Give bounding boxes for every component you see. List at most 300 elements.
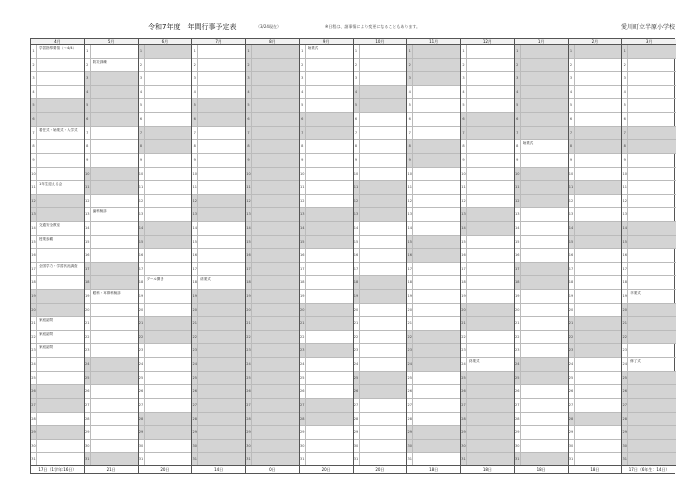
day-row — [300, 113, 353, 127]
day-row — [192, 45, 245, 59]
day-number: 14 — [461, 222, 467, 235]
day-number: 24 — [192, 358, 198, 371]
day-row — [407, 208, 460, 222]
day-row — [31, 208, 84, 222]
day-row — [569, 372, 622, 386]
day-number: 28 — [192, 413, 198, 426]
day-number: 5 — [622, 99, 628, 112]
day-number: 20 — [300, 304, 306, 317]
day-number: 29 — [85, 426, 91, 439]
event-text: 全国学力・学習状況調査 — [39, 263, 78, 268]
day-row — [192, 440, 245, 454]
month-column — [192, 39, 246, 473]
day-row — [300, 399, 353, 413]
day-row — [31, 168, 84, 182]
day-number: 15 — [515, 236, 521, 249]
day-row — [622, 440, 676, 454]
day-number: 21 — [192, 317, 198, 330]
day-number: 10 — [461, 168, 467, 181]
day-row — [31, 263, 84, 277]
day-row — [569, 413, 622, 427]
day-row — [246, 290, 299, 304]
day-row — [515, 222, 568, 236]
event-text: 着任式・始業式・入学式 — [39, 127, 78, 132]
day-number: 22 — [569, 331, 575, 344]
day-number: 20 — [622, 304, 628, 317]
day-number: 26 — [461, 385, 467, 398]
day-row — [139, 290, 192, 304]
day-number: 30 — [192, 440, 198, 453]
day-row — [622, 413, 676, 427]
day-row — [300, 195, 353, 209]
day-row — [85, 59, 138, 73]
day-number: 11 — [622, 181, 628, 194]
day-number: 2 — [515, 59, 521, 72]
day-row — [192, 236, 245, 250]
day-row — [85, 358, 138, 372]
day-number: 27 — [461, 399, 467, 412]
day-number: 6 — [622, 113, 628, 126]
month-day-count: 20日 — [300, 465, 353, 473]
day-number: 7 — [192, 127, 198, 140]
day-number: 16 — [192, 249, 198, 262]
day-row — [354, 290, 407, 304]
day-row — [300, 358, 353, 372]
event-text: 卒業式 — [630, 291, 641, 296]
day-row — [569, 426, 622, 440]
day-row — [354, 45, 407, 59]
day-row — [300, 140, 353, 154]
day-row — [300, 45, 353, 59]
day-number: 19 — [246, 290, 252, 303]
day-row — [461, 195, 514, 209]
day-number: 1 — [31, 45, 37, 58]
day-row — [407, 440, 460, 454]
day-number: 20 — [31, 304, 37, 317]
day-number: 17 — [85, 263, 91, 276]
day-row — [622, 290, 676, 304]
day-row — [461, 385, 514, 399]
day-row — [569, 154, 622, 168]
day-number: 22 — [622, 331, 628, 344]
day-row — [354, 140, 407, 154]
day-number: 31 — [407, 453, 413, 466]
day-row — [300, 86, 353, 100]
day-row — [85, 195, 138, 209]
day-row — [407, 140, 460, 154]
day-row — [622, 45, 676, 59]
month-day-count: 18日 — [515, 465, 568, 473]
day-number: 15 — [31, 236, 37, 249]
day-row — [354, 358, 407, 372]
day-number: 21 — [139, 317, 145, 330]
day-number: 21 — [300, 317, 306, 330]
day-number: 7 — [246, 127, 252, 140]
day-row — [407, 276, 460, 290]
day-row — [515, 426, 568, 440]
day-number: 27 — [139, 399, 145, 412]
day-number: 24 — [31, 358, 37, 371]
day-number: 17 — [515, 263, 521, 276]
day-row — [354, 276, 407, 290]
day-number: 26 — [85, 385, 91, 398]
day-row — [461, 413, 514, 427]
day-number: 6 — [300, 113, 306, 126]
month-column — [300, 39, 354, 473]
day-number: 31 — [139, 453, 145, 466]
day-row — [569, 181, 622, 195]
day-number: 16 — [461, 249, 467, 262]
day-number: 15 — [300, 236, 306, 249]
day-number: 17 — [461, 263, 467, 276]
day-row — [461, 154, 514, 168]
day-number: 26 — [31, 385, 37, 398]
day-number: 15 — [354, 236, 360, 249]
day-row — [515, 385, 568, 399]
day-row — [139, 195, 192, 209]
day-number: 18 — [31, 276, 37, 289]
day-number: 23 — [85, 344, 91, 357]
day-row — [622, 344, 676, 358]
event-text: 終業式 — [200, 277, 211, 282]
day-row — [569, 168, 622, 182]
day-number: 30 — [85, 440, 91, 453]
day-number: 26 — [139, 385, 145, 398]
day-number: 30 — [622, 440, 628, 453]
day-row — [461, 358, 514, 372]
day-number: 16 — [622, 249, 628, 262]
month-column — [246, 39, 300, 473]
event-text: 修了式 — [630, 359, 641, 364]
day-row — [246, 331, 299, 345]
day-row — [622, 208, 676, 222]
day-number: 9 — [31, 154, 37, 167]
day-row — [461, 426, 514, 440]
day-row — [569, 59, 622, 73]
day-row — [622, 181, 676, 195]
day-number: 21 — [85, 317, 91, 330]
day-number: 30 — [407, 440, 413, 453]
day-number: 5 — [85, 99, 91, 112]
day-row — [246, 168, 299, 182]
day-number: 9 — [246, 154, 252, 167]
day-number: 5 — [246, 99, 252, 112]
day-number: 3 — [515, 72, 521, 85]
day-number: 9 — [461, 154, 467, 167]
day-row — [569, 276, 622, 290]
day-number: 16 — [246, 249, 252, 262]
day-row — [246, 113, 299, 127]
day-row — [515, 113, 568, 127]
day-number: 25 — [461, 372, 467, 385]
day-number: 27 — [192, 399, 198, 412]
day-number: 1 — [622, 45, 628, 58]
day-row — [515, 99, 568, 113]
day-number: 22 — [407, 331, 413, 344]
day-number: 3 — [461, 72, 467, 85]
day-row — [85, 127, 138, 141]
day-number: 10 — [85, 168, 91, 181]
month-column — [622, 39, 676, 473]
day-row — [515, 304, 568, 318]
day-row — [461, 140, 514, 154]
day-number: 1 — [139, 45, 145, 58]
day-row — [192, 140, 245, 154]
day-row — [300, 344, 353, 358]
day-row — [461, 127, 514, 141]
day-number: 18 — [354, 276, 360, 289]
title-bar — [30, 22, 675, 36]
day-row — [407, 426, 460, 440]
day-number: 13 — [85, 208, 91, 221]
day-number: 5 — [569, 99, 575, 112]
day-row — [354, 127, 407, 141]
day-number: 30 — [515, 440, 521, 453]
day-number: 14 — [192, 222, 198, 235]
day-row — [300, 181, 353, 195]
day-number: 3 — [31, 72, 37, 85]
day-row — [246, 426, 299, 440]
day-number: 8 — [407, 140, 413, 153]
day-row — [461, 168, 514, 182]
day-number: 25 — [192, 372, 198, 385]
day-number: 17 — [622, 263, 628, 276]
day-row — [139, 317, 192, 331]
day-number: 23 — [246, 344, 252, 357]
day-number: 29 — [300, 426, 306, 439]
day-row — [85, 413, 138, 427]
day-row — [300, 72, 353, 86]
day-row — [192, 304, 245, 318]
day-number: 17 — [300, 263, 306, 276]
day-number: 25 — [515, 372, 521, 385]
day-row — [300, 290, 353, 304]
day-number: 7 — [461, 127, 467, 140]
day-number: 14 — [31, 222, 37, 235]
day-row — [300, 168, 353, 182]
day-row — [515, 236, 568, 250]
day-number: 26 — [515, 385, 521, 398]
day-row — [192, 181, 245, 195]
day-number: 26 — [407, 385, 413, 398]
day-row — [300, 249, 353, 263]
day-row — [622, 168, 676, 182]
day-row — [246, 413, 299, 427]
day-row — [461, 399, 514, 413]
day-row — [622, 263, 676, 277]
day-number: 13 — [300, 208, 306, 221]
day-number: 14 — [569, 222, 575, 235]
day-number: 9 — [354, 154, 360, 167]
month-column — [569, 39, 623, 473]
month-header: 1月 — [515, 39, 568, 45]
day-row — [139, 140, 192, 154]
day-number: 7 — [569, 127, 575, 140]
day-row — [622, 113, 676, 127]
day-row — [569, 344, 622, 358]
day-number: 2 — [246, 59, 252, 72]
day-number: 6 — [31, 113, 37, 126]
day-number: 4 — [300, 86, 306, 99]
day-row — [515, 249, 568, 263]
day-number: 27 — [407, 399, 413, 412]
event-text: プール開き — [146, 277, 164, 282]
day-row — [354, 59, 407, 73]
day-number: 13 — [31, 208, 37, 221]
day-number: 2 — [139, 59, 145, 72]
day-row — [31, 372, 84, 386]
day-number: 21 — [461, 317, 467, 330]
day-number: 2 — [31, 59, 37, 72]
day-number: 2 — [192, 59, 198, 72]
day-number: 27 — [85, 399, 91, 412]
day-number: 23 — [354, 344, 360, 357]
day-number: 18 — [300, 276, 306, 289]
day-number: 20 — [407, 304, 413, 317]
day-number: 1 — [85, 45, 91, 58]
day-number: 4 — [515, 86, 521, 99]
day-number: 17 — [192, 263, 198, 276]
day-number: 21 — [622, 317, 628, 330]
day-number: 10 — [622, 168, 628, 181]
day-row — [300, 154, 353, 168]
day-number: 10 — [354, 168, 360, 181]
day-row — [461, 59, 514, 73]
day-row — [246, 222, 299, 236]
day-row — [139, 45, 192, 59]
day-row — [139, 154, 192, 168]
day-number: 25 — [246, 372, 252, 385]
day-number: 10 — [139, 168, 145, 181]
month-day-count: 14日 — [192, 465, 245, 473]
day-number: 26 — [354, 385, 360, 398]
day-number: 31 — [515, 453, 521, 466]
day-number: 13 — [139, 208, 145, 221]
day-number: 30 — [569, 440, 575, 453]
day-number: 20 — [192, 304, 198, 317]
day-row — [354, 263, 407, 277]
day-row — [515, 86, 568, 100]
day-row — [246, 99, 299, 113]
day-row — [515, 290, 568, 304]
day-row — [569, 127, 622, 141]
day-row — [85, 168, 138, 182]
day-number: 25 — [85, 372, 91, 385]
day-number: 19 — [85, 290, 91, 303]
day-number: 28 — [139, 413, 145, 426]
month-header: 7月 — [192, 39, 245, 45]
day-number: 28 — [31, 413, 37, 426]
day-number: 31 — [31, 453, 37, 466]
day-row — [139, 358, 192, 372]
day-number: 16 — [515, 249, 521, 262]
month-header: 2月 — [569, 39, 622, 45]
day-row — [139, 399, 192, 413]
day-number: 11 — [192, 181, 198, 194]
day-number: 13 — [192, 208, 198, 221]
day-number: 13 — [622, 208, 628, 221]
day-number: 18 — [139, 276, 145, 289]
day-row — [354, 181, 407, 195]
day-row — [192, 222, 245, 236]
day-number: 29 — [192, 426, 198, 439]
day-number: 19 — [300, 290, 306, 303]
day-row — [407, 195, 460, 209]
month-column — [461, 39, 515, 473]
day-row — [246, 72, 299, 86]
day-row — [569, 236, 622, 250]
day-row — [31, 426, 84, 440]
day-row — [515, 413, 568, 427]
day-row — [31, 317, 84, 331]
day-row — [461, 208, 514, 222]
day-row — [300, 304, 353, 318]
day-row — [622, 154, 676, 168]
day-row — [622, 331, 676, 345]
day-row — [300, 426, 353, 440]
month-header: 12月 — [461, 39, 514, 45]
day-row — [354, 208, 407, 222]
day-number: 19 — [407, 290, 413, 303]
day-number: 22 — [461, 331, 467, 344]
day-row — [354, 249, 407, 263]
day-row — [246, 249, 299, 263]
day-row — [139, 276, 192, 290]
day-number: 18 — [622, 276, 628, 289]
day-row — [354, 399, 407, 413]
day-number: 27 — [31, 399, 37, 412]
day-row — [515, 317, 568, 331]
day-number: 15 — [85, 236, 91, 249]
day-row — [622, 249, 676, 263]
day-number: 22 — [192, 331, 198, 344]
day-row — [569, 440, 622, 454]
month-header: 3月 — [622, 39, 676, 45]
day-row — [31, 344, 84, 358]
day-row — [461, 86, 514, 100]
day-number: 6 — [85, 113, 91, 126]
day-number: 23 — [515, 344, 521, 357]
day-row — [515, 372, 568, 386]
day-row — [192, 249, 245, 263]
day-number: 28 — [407, 413, 413, 426]
day-row — [407, 290, 460, 304]
day-row — [407, 413, 460, 427]
day-row — [569, 331, 622, 345]
day-number: 17 — [407, 263, 413, 276]
day-number: 7 — [622, 127, 628, 140]
day-number: 3 — [192, 72, 198, 85]
school-name: 愛川町立半原小学校 — [620, 24, 675, 31]
day-number: 17 — [31, 263, 37, 276]
day-number: 29 — [31, 426, 37, 439]
day-number: 10 — [31, 168, 37, 181]
day-row — [31, 331, 84, 345]
day-number: 13 — [461, 208, 467, 221]
day-number: 3 — [622, 72, 628, 85]
day-row — [569, 140, 622, 154]
day-row — [192, 317, 245, 331]
day-number: 14 — [85, 222, 91, 235]
day-row — [461, 222, 514, 236]
day-number: 15 — [569, 236, 575, 249]
day-row — [622, 86, 676, 100]
day-row — [31, 127, 84, 141]
day-row — [515, 140, 568, 154]
day-number: 9 — [515, 154, 521, 167]
day-row — [192, 154, 245, 168]
month-column — [515, 39, 569, 473]
